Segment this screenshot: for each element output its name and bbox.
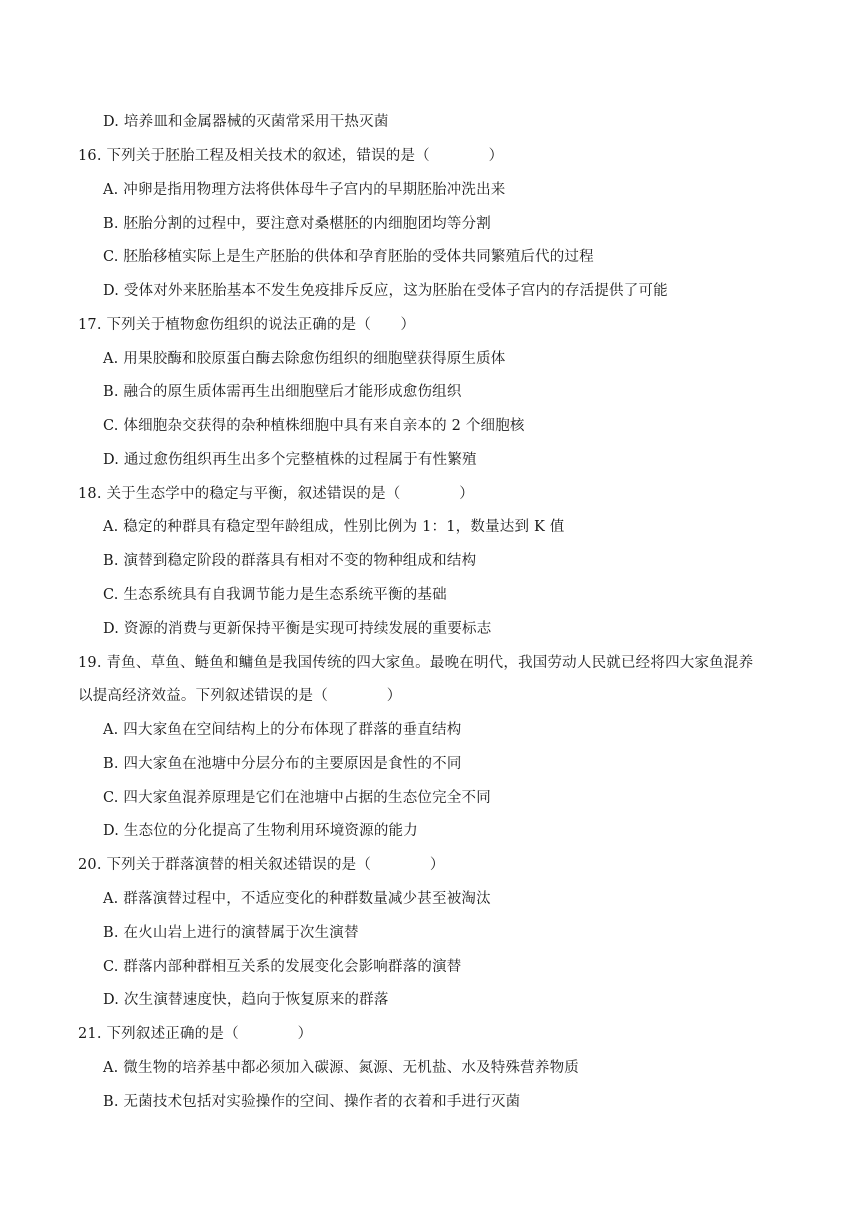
option-20-c: C. 群落内部种群相互关系的发展变化会影响群落的演替 bbox=[103, 959, 462, 975]
option-18-a: A. 稳定的种群具有稳定型年龄组成，性别比例为 1：1，数量达到 K 值 bbox=[103, 519, 565, 535]
option-17-d: D. 通过愈伤组织再生出多个完整植株的过程属于有性繁殖 bbox=[103, 452, 477, 468]
question-16: 16. 下列关于胚胎工程及相关技术的叙述，错误的是（ ） bbox=[78, 148, 504, 164]
option-21-a: A. 微生物的培养基中都必须加入碳源、氮源、无机盐、水及特殊营养物质 bbox=[103, 1060, 579, 1076]
question-19: 19. 青鱼、草鱼、鲢鱼和鳙鱼是我国传统的四大家鱼。最晚在明代，我国劳动人民就已经将四大家鱼混养 bbox=[78, 655, 754, 671]
question-20: 20. 下列关于群落演替的相关叙述错误的是（ ） bbox=[78, 857, 445, 873]
option-21-b: B. 无菌技术包括对实验操作的空间、操作者的衣着和手进行灭菌 bbox=[103, 1094, 521, 1110]
option-19-a: A. 四大家鱼在空间结构上的分布体现了群落的垂直结构 bbox=[103, 722, 462, 738]
question-21: 21. 下列叙述正确的是（ ） bbox=[78, 1026, 313, 1042]
question-19-continued: 以提高经济效益。下列叙述错误的是（ ） bbox=[78, 688, 402, 704]
option-20-a: A. 群落演替过程中，不适应变化的种群数量减少甚至被淘汰 bbox=[103, 891, 491, 907]
option-16-b: B. 胚胎分割的过程中，要注意对桑椹胚的内细胞团均等分割 bbox=[103, 216, 491, 232]
option-20-d: D. 次生演替速度快，趋向于恢复原来的群落 bbox=[103, 992, 389, 1008]
option-16-c: C. 胚胎移植实际上是生产胚胎的供体和孕育胚胎的受体共同繁殖后代的过程 bbox=[103, 249, 594, 265]
option-16-a: A. 冲卵是指用物理方法将供体母牛子宫内的早期胚胎冲洗出来 bbox=[103, 182, 506, 198]
option-19-b: B. 四大家鱼在池塘中分层分布的主要原因是食性的不同 bbox=[103, 756, 462, 772]
option-18-c: C. 生态系统具有自我调节能力是生态系统平衡的基础 bbox=[103, 587, 447, 603]
question-18: 18. 关于生态学中的稳定与平衡，叙述错误的是（ ） bbox=[78, 486, 474, 502]
option-16-d: D. 受体对外来胚胎基本不发生免疫排斥反应，这为胚胎在受体子宫内的存活提供了可能 bbox=[103, 283, 668, 299]
option-19-c: C. 四大家鱼混养原理是它们在池塘中占据的生态位完全不同 bbox=[103, 790, 491, 806]
question-17: 17. 下列关于植物愈伤组织的说法正确的是（ ） bbox=[78, 317, 416, 333]
option-20-b: B. 在火山岩上进行的演替属于次生演替 bbox=[103, 925, 359, 941]
option-19-d: D. 生态位的分化提高了生物利用环境资源的能力 bbox=[103, 823, 418, 839]
option-15-d: D. 培养皿和金属器械的灭菌常采用干热灭菌 bbox=[103, 114, 389, 130]
option-17-c: C. 体细胞杂交获得的杂种植株细胞中具有来自亲本的 2 个细胞核 bbox=[103, 418, 525, 434]
option-18-d: D. 资源的消费与更新保持平衡是实现可持续发展的重要标志 bbox=[103, 621, 492, 637]
option-18-b: B. 演替到稳定阶段的群落具有相对不变的物种组成和结构 bbox=[103, 553, 477, 569]
option-17-b: B. 融合的原生质体需再生出细胞壁后才能形成愈伤组织 bbox=[103, 384, 462, 400]
option-17-a: A. 用果胶酶和胶原蛋白酶去除愈伤组织的细胞壁获得原生质体 bbox=[103, 351, 506, 367]
